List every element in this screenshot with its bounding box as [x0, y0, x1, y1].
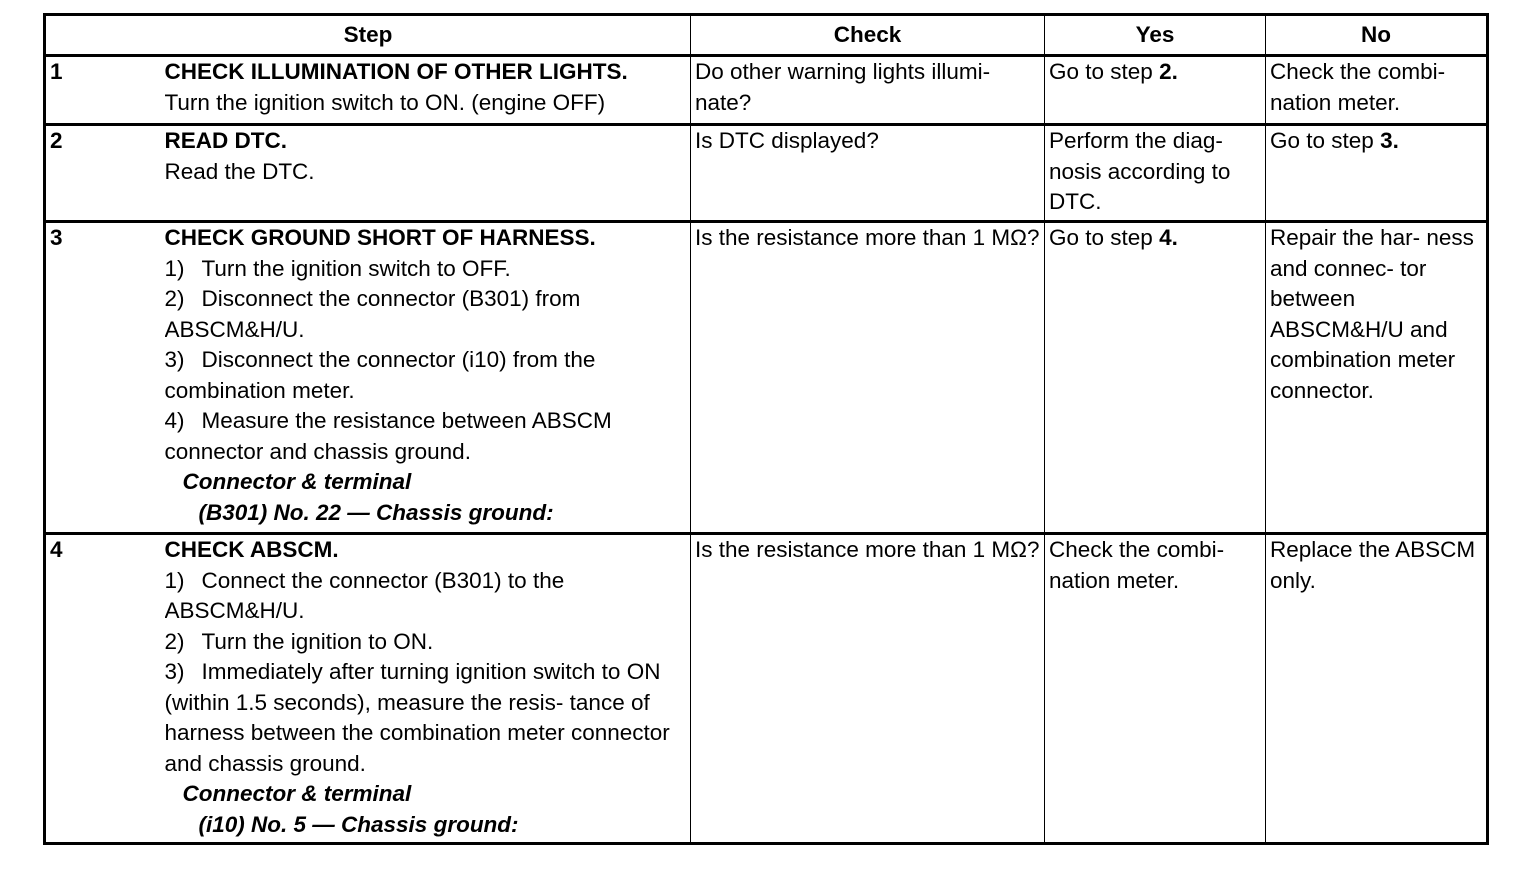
connector-label: Connector & terminal [182, 469, 412, 494]
step-line: Read the DTC. [164, 158, 315, 184]
step-title: READ DTC. [164, 128, 287, 153]
header-yes: Yes [1045, 15, 1266, 56]
step-description [165, 56, 691, 125]
check-cell: Is the resistance more than 1 MΩ? [691, 534, 1045, 844]
header-step: Step [45, 15, 691, 56]
check-cell: Is DTC displayed? [691, 125, 1045, 222]
substep-number: 3) [164, 659, 185, 684]
table-row [45, 125, 1488, 222]
table-row [45, 222, 1488, 534]
yes-cell [1045, 56, 1266, 125]
no-cell [1266, 534, 1488, 844]
no-cell [1266, 56, 1488, 125]
yes-text: Go to step [1049, 59, 1160, 84]
yes-step-ref: 2. [1159, 59, 1178, 84]
yes-text: Check the combi- nation meter. [1049, 537, 1225, 593]
step-title: CHECK ILLUMINATION OF OTHER LIGHTS. [164, 59, 628, 84]
substep-text: Disconnect the connector (B301) from ABSCM&H/U. [164, 286, 581, 342]
substep-number: 2) [164, 628, 185, 654]
step-number: 4 [45, 534, 165, 844]
no-text: Go to step [1270, 128, 1381, 153]
yes-step-ref: 4. [1159, 225, 1178, 250]
substep-number: 3) [164, 347, 185, 372]
connector-label: Connector & terminal [182, 781, 412, 806]
substep-text: Immediately after turning ignition switch to ON (within 1.5 seconds), measure the resis- tance of harness between the combination meter connector and chassis ground. [164, 659, 670, 776]
connector-value: (i10) No. 5 — Chassis ground: [198, 811, 519, 837]
no-text: Repair the har- ness and connec- tor between ABSCM&H/U and combination meter connector. [1270, 225, 1474, 403]
substep-number: 2) [164, 286, 185, 311]
step-description [165, 125, 691, 222]
substep [165, 284, 687, 345]
step-line: Turn the ignition switch to ON. (engine OFF) [164, 89, 606, 115]
substep [165, 566, 687, 627]
yes-cell [1045, 222, 1266, 534]
step-description [165, 534, 691, 844]
no-cell [1266, 125, 1488, 222]
substep [165, 657, 687, 779]
substep-number: 1) [164, 567, 185, 593]
check-cell: Is the resistance more than 1 MΩ? [691, 222, 1045, 534]
step-title: CHECK GROUND SHORT OF HARNESS. [164, 225, 596, 250]
substep-number: 4) [164, 408, 185, 433]
no-text: Replace the ABSCM only. [1270, 537, 1476, 593]
substep [165, 254, 687, 285]
substep-text: Disconnect the connector (i10) from the combination meter. [164, 347, 596, 403]
no-step-ref: 3. [1380, 128, 1399, 153]
table-row [45, 534, 1488, 844]
no-cell [1266, 222, 1488, 534]
yes-text: Go to step [1049, 225, 1160, 250]
substep [165, 627, 687, 658]
table-row [45, 56, 1488, 125]
yes-cell [1045, 534, 1266, 844]
header-row [45, 15, 1488, 56]
header-no: No [1266, 15, 1488, 56]
no-text: Check the combi- nation meter. [1270, 59, 1446, 115]
substep-number: 1) [164, 255, 185, 281]
substep-text: Turn the ignition to ON. [201, 628, 434, 654]
diagnostic-table [43, 13, 1489, 845]
step-number: 3 [45, 222, 165, 534]
step-number: 1 [45, 56, 165, 125]
step-title: CHECK ABSCM. [164, 537, 339, 562]
yes-cell [1045, 125, 1266, 222]
connector-value: (B301) No. 22 — Chassis ground: [198, 499, 554, 525]
step-number: 2 [45, 125, 165, 222]
step-description [165, 222, 691, 534]
substep-text: Connect the connector (B301) to the ABSCM&H/U. [164, 567, 565, 623]
yes-text: Perform the diag- nosis according to DTC. [1049, 128, 1231, 214]
substep-text: Measure the resistance between ABSCM connector and chassis ground. [164, 408, 612, 464]
substep [165, 345, 687, 406]
check-cell: Do other warning lights illumi- nate? [691, 56, 1045, 125]
substep-text: Turn the ignition switch to OFF. [201, 255, 511, 281]
substep [165, 406, 687, 467]
header-check: Check [691, 15, 1045, 56]
